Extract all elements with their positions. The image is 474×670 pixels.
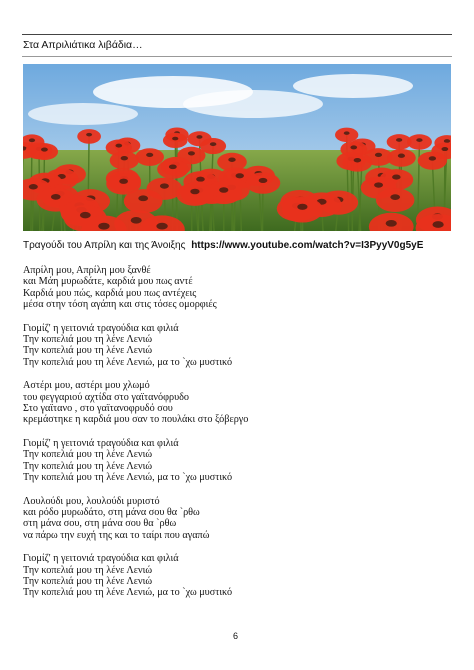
poppy-center (196, 177, 205, 182)
poppy-bloom (418, 152, 447, 170)
poppy-center (86, 133, 92, 137)
poppy-center (160, 183, 169, 188)
lyric-line: Λουλούδι μου, λουλούδι μυριστό (23, 495, 160, 507)
stanza (23, 265, 453, 310)
poppy-center (374, 182, 383, 187)
lyric-line: του φεγγαριού αχτίδα στο γαϊτανόφρυδο (23, 391, 190, 403)
title-rule (22, 56, 452, 57)
poppy-center (398, 154, 405, 158)
poppy-center (119, 179, 128, 184)
lyric-line: Στο γαϊτανο , στο γαϊτανοφρυδό σου (23, 402, 173, 414)
poppy-bloom (135, 148, 163, 166)
poppy-bloom (407, 134, 432, 149)
lyric-line: Απρίλη μου, Απρίλη μου ξανθέ (23, 265, 151, 276)
lyric-line: Την κοπελιά μου τη λένε Λενιώ (23, 460, 153, 472)
poppy-center (416, 138, 422, 142)
stanza (23, 438, 453, 483)
lyric-line: Γιομίζ' η γειτονιά τραγούδια και φιλιά (23, 322, 179, 334)
poppy-center (169, 164, 177, 169)
lyric-line: μέσα στην τόση αγάπη και στις τόσες ομορφιές (23, 298, 217, 310)
poppy-center (80, 212, 91, 218)
poppy-bloom (124, 189, 163, 213)
poppy-center (386, 220, 397, 227)
poppy-center (41, 148, 48, 152)
poppy-center (146, 153, 153, 157)
lyric-line: και ρόδο μυρωδάτο, στη μάνα σου θα `ρθω (23, 507, 200, 519)
poppy-center (236, 173, 244, 178)
poppy-center (210, 142, 216, 146)
page-title: Στα Απριλιάτικα λιβάδια… (23, 39, 143, 51)
poppy-center (98, 223, 109, 230)
poppy-center (444, 139, 450, 143)
lyric-line: Την κοπελιά μου τη λένε Λενιώ (23, 564, 153, 576)
poppy-center (344, 131, 350, 134)
poppy-center (116, 144, 123, 148)
page-top-rule (22, 34, 452, 35)
poppy-center (121, 156, 128, 160)
poppy-field-photo (23, 64, 451, 231)
poppy-bloom (31, 143, 58, 160)
song-label: Τραγούδι του Απρίλη και της Άνοιξης (23, 240, 186, 251)
lyric-line: Αστέρι μου, αστέρι μου χλωμό (23, 380, 150, 392)
poppy-bloom (342, 153, 372, 171)
poppy-center (441, 147, 448, 151)
poppy-bloom (387, 149, 416, 167)
poppy-center (190, 189, 199, 195)
lyric-line: Την κοπελιά μου τη λένε Λενιώ (23, 576, 153, 588)
lyric-line: Την κοπελιά μου τη λένε Λενιώ (23, 345, 153, 357)
page-number: 6 (233, 631, 239, 641)
poppy-center (156, 223, 167, 230)
poppy-center (51, 194, 61, 200)
poppy-center (392, 175, 400, 180)
poppy-center (354, 158, 361, 162)
poppy-bloom (157, 159, 188, 178)
poppy-center (196, 135, 202, 139)
poppy-center (429, 156, 436, 160)
lyric-line: Γιομίζ' η γειτονιά τραγούδια και φιλιά (23, 438, 179, 450)
lyric-line: Γιομίζ' η γειτονιά τραγούδια και φιλιά (23, 553, 179, 565)
lyric-line: να πάρω την ευχή της και το ταίρι που αγαπώ (23, 529, 210, 541)
lyric-line: Την κοπελιά μου τη λένε Λενιώ, μα το `χω μυστικό (23, 471, 233, 483)
poppy-bloom (110, 151, 139, 169)
stanza (23, 323, 453, 368)
poppy-bloom (376, 188, 415, 212)
poppy-bloom (335, 128, 358, 142)
poppy-center (138, 195, 148, 201)
stanza (23, 496, 453, 541)
poppy-center (131, 217, 142, 224)
poppy-center (350, 145, 357, 149)
lyric-line: στη μάνα σου, στη μάνα σου θα `ρθω (23, 518, 177, 530)
poppy-center (29, 138, 35, 142)
poppy-center (219, 187, 228, 193)
lyric-line: κρεμάστηκε η καρδιά μου σαν το πουλάκι στο ξόβεργο (23, 414, 249, 426)
poppy-center (259, 178, 268, 183)
song-link[interactable]: https://www.youtube.com/watch?v=I3PyyV0g5yE (191, 240, 424, 251)
poppy-center (390, 194, 400, 200)
lyric-line: Την κοπελιά μου τη λένε Λενιώ (23, 333, 153, 345)
stanza (23, 553, 453, 598)
stanza (23, 380, 453, 425)
song-line (23, 240, 453, 251)
lyric-line: Την κοπελιά μου τη λένε Λενιώ, μα το `χω μυστικό (23, 587, 233, 599)
poppy-center (172, 137, 178, 141)
poppy-center (188, 151, 195, 155)
poppy-center (432, 221, 443, 228)
poppy-center (228, 158, 235, 162)
poppy-center (29, 184, 38, 189)
lyric-line: Την κοπελιά μου τη λένε Λενιώ, μα το `χω μυστικό (23, 356, 233, 368)
poppy-bloom (77, 129, 101, 144)
lyric-line: Την κοπελιά μου τη λένε Λενιώ (23, 449, 153, 461)
poppy-center (396, 138, 402, 142)
poppy-center (297, 204, 307, 210)
lyrics (23, 265, 453, 611)
poppy-center (375, 153, 382, 157)
lyric-line: και Μάη μυρωδάτε, καρδιά μου πως αντέ (23, 276, 193, 288)
lyric-line: Καρδιά μου πώς, καρδιά μου πως αντέχεις (23, 287, 197, 299)
poppy-bloom (246, 172, 281, 193)
